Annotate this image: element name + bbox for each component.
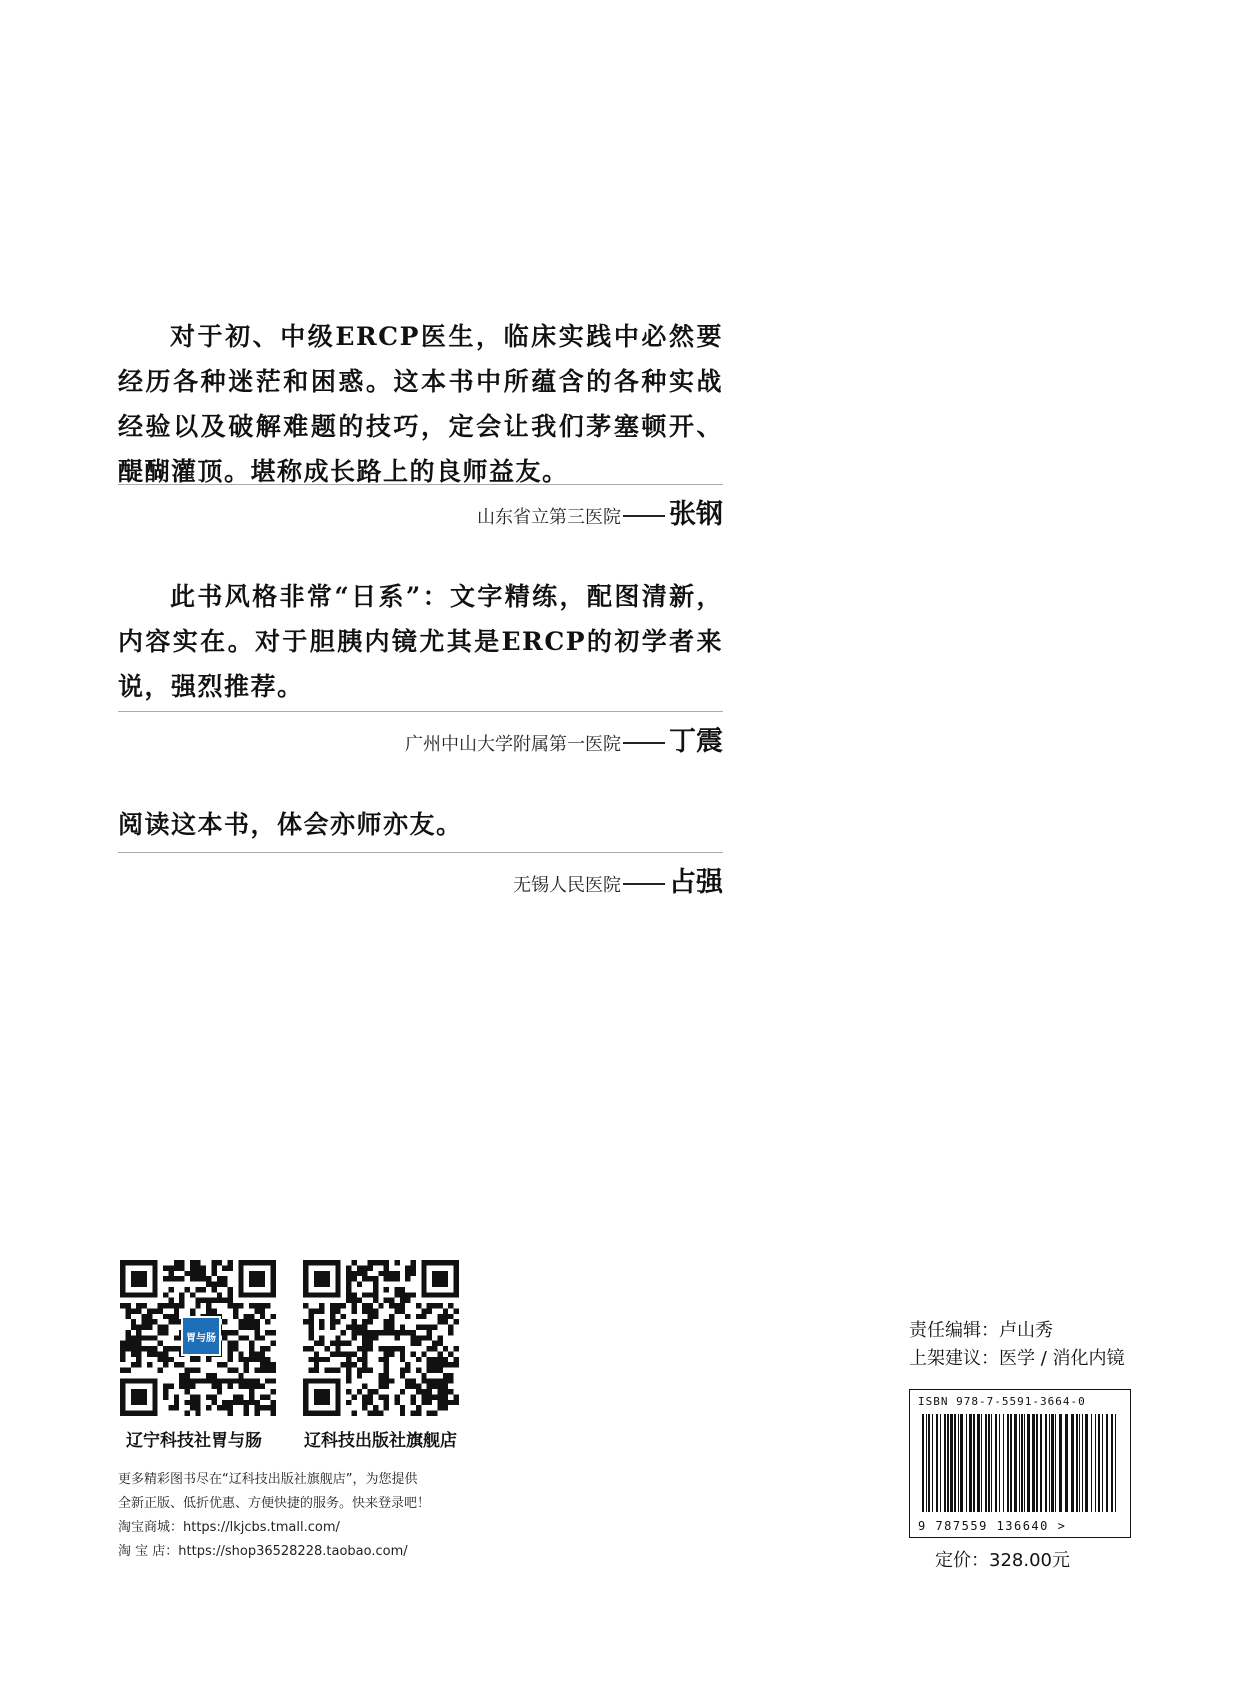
endorsement-1-name: 张钢 — [669, 499, 723, 530]
qr-label-weyuchang: 辽宁科技社胃与肠 — [126, 1431, 262, 1451]
endorsement-2-divider — [118, 711, 723, 712]
isbn-barcode — [920, 1414, 1120, 1512]
endorsement-3-text: 阅读这本书，体会亦师亦友。 — [118, 810, 463, 839]
endorsement-1-attribution — [477, 492, 723, 531]
qr-logo-badge — [181, 1316, 221, 1356]
endorsement-1-affiliation: 山东省立第三医院 — [477, 507, 621, 528]
qr-code-flagship-store[interactable] — [303, 1260, 459, 1416]
endorsement-3-attribution — [513, 860, 723, 899]
footer-note-2: 全新正版、低折优惠、方便快捷的服务。快来登录吧！ — [118, 1496, 431, 1511]
endorsement-1-text: 对于初、中级ERCP医生，临床实践中必然要经历各种迷茫和困惑。这本书中所蕴含的各种实战经验以及破解难题的技巧，定会让我们茅塞顿开、醍醐灌顶。堪称成长路上的良师益友。 — [118, 322, 723, 486]
shelving-suggestion: 上架建议：医学 / 消化内镜 — [909, 1348, 1125, 1369]
responsible-editor: 责任编辑：卢山秀 — [909, 1320, 1053, 1341]
endorsement-3-divider — [118, 852, 723, 853]
endorsement-2-attribution — [405, 719, 723, 758]
barcode-digits: 9 787559 136640 > — [918, 1519, 1067, 1533]
footer-note-tmall-link[interactable]: 淘宝商城：https://lkjcbs.tmall.com/ — [118, 1520, 340, 1535]
isbn-text: ISBN 978-7-5591-3664-0 — [918, 1395, 1086, 1408]
footer-note-1: 更多精彩图书尽在“辽科技出版社旗舰店”，为您提供 — [118, 1472, 418, 1487]
attribution-dash — [623, 883, 665, 885]
endorsement-2-text: 此书风格非常“日系”：文字精练，配图清新，内容实在。对于胆胰内镜尤其是ERCP的初学者来说，强烈推荐。 — [118, 582, 723, 701]
endorsement-3-name: 占强 — [669, 867, 723, 898]
endorsement-2-name: 丁震 — [669, 726, 723, 757]
isbn-barcode-box — [909, 1389, 1131, 1538]
endorsement-1-divider — [118, 484, 723, 485]
footer-note-taobao-link[interactable]: 淘 宝 店：https://shop36528228.taobao.com/ — [118, 1544, 408, 1559]
price: 定价：328.00元 — [935, 1550, 1070, 1571]
endorsement-3-affiliation: 无锡人民医院 — [513, 875, 621, 896]
qr-logo-text: 胃与肠 — [186, 1332, 216, 1344]
attribution-dash — [623, 515, 665, 517]
attribution-dash — [623, 742, 665, 744]
endorsement-2-affiliation: 广州中山大学附属第一医院 — [405, 734, 621, 755]
qr-label-flagship-store: 辽科技出版社旗舰店 — [304, 1431, 457, 1451]
